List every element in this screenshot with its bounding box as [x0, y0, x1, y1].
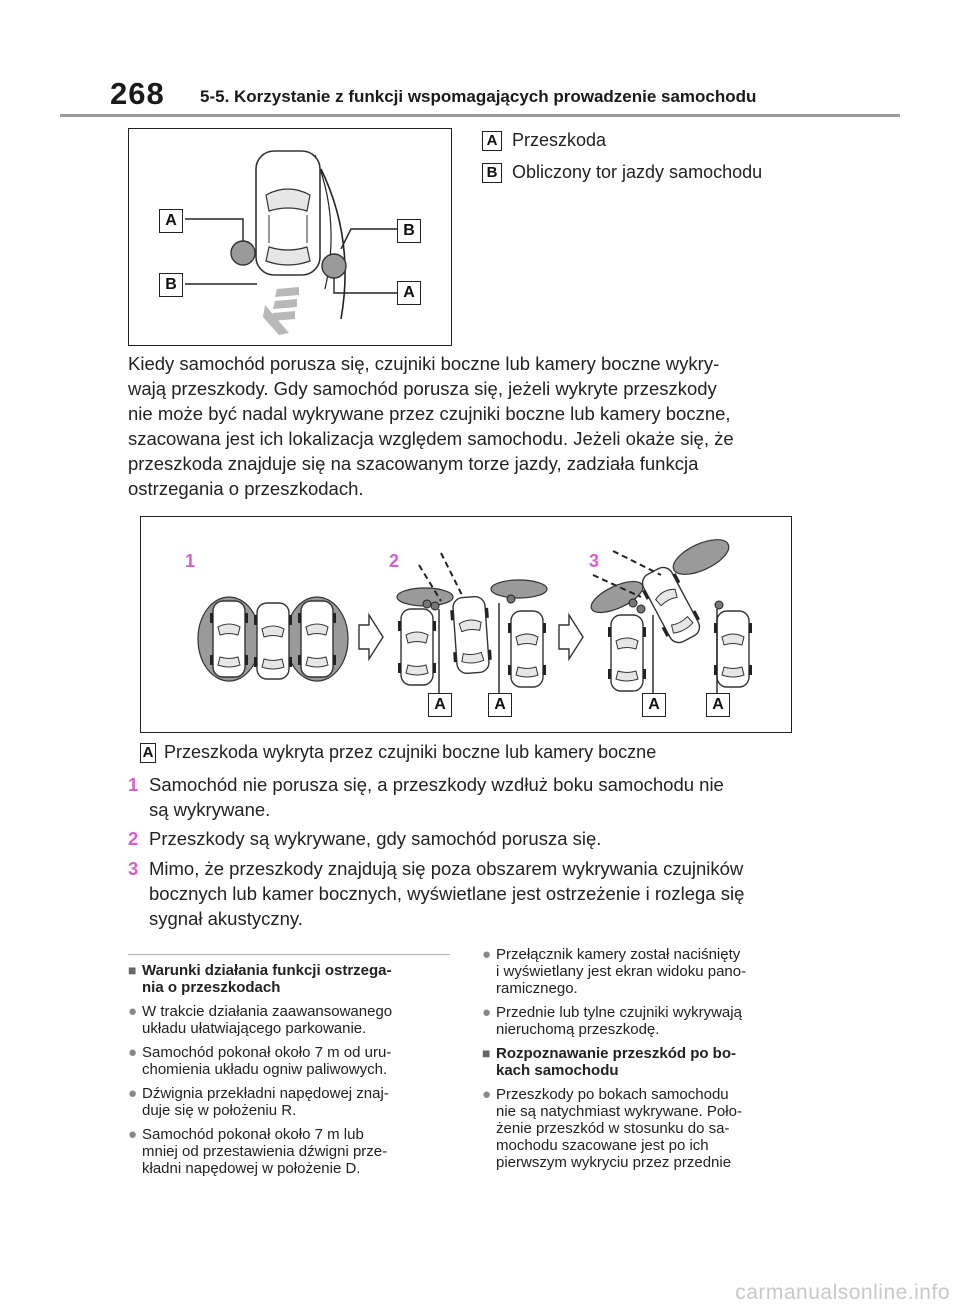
- section-title: 5-5. Korzystanie z funkcji wspomagających prowadzenie samochodu: [200, 87, 757, 106]
- step-text: Mimo, że przeszkody znajdują się poza obszarem wykrywania czujników bocznych lub kamer bocznych, wyświetlane jest ostrzeżenie i rozlega się sygnał akustyczny.: [149, 858, 745, 929]
- bullet-icon: ●: [128, 1044, 138, 1061]
- bullet-icon: ●: [128, 1085, 138, 1102]
- header-rule: [60, 114, 900, 117]
- bullet-icon: ●: [482, 1086, 492, 1103]
- list-item: ● Przednie lub tylne czujniki wykrywają nieruchomą przeszkodę.: [482, 1004, 742, 1038]
- square-bullet-icon: ■: [482, 1045, 491, 1061]
- scene-step-1: [198, 597, 348, 681]
- step-text: Przeszkody są wykrywane, gdy samochód porusza się.: [149, 828, 602, 849]
- legend-item-path: [482, 162, 762, 183]
- step-number: 2: [128, 828, 139, 849]
- list-item: ● Dźwignia przekładni napędowej znaj- duje się w położeniu R.: [128, 1085, 389, 1119]
- callout-label-a: A: [642, 693, 666, 717]
- legend-label-b: B: [482, 163, 502, 183]
- conditions-heading: ■ Warunki działania funkcji ostrzega- nia o przeszkodach: [128, 962, 392, 996]
- step-number: 1: [128, 774, 139, 795]
- bullet-icon: ●: [128, 1126, 138, 1143]
- legend-label-a: A: [482, 131, 502, 151]
- step-number: 3: [128, 858, 139, 879]
- step-text: Samochód nie porusza się, a przeszkody wzdłuż boku samochodu nie są wykrywane.: [149, 774, 724, 820]
- reverse-arrow-icon: [263, 287, 299, 335]
- column-divider: [128, 954, 450, 955]
- recognition-heading: ■ Rozpoznawanie przeszkód po bo- kach samochodu: [482, 1045, 737, 1079]
- page-number: 268: [110, 76, 165, 111]
- legend-text-a: Przeszkoda: [512, 130, 607, 150]
- step-item-1: [128, 772, 798, 822]
- callout-label-a: A: [159, 209, 183, 233]
- callout-label-b: B: [159, 273, 183, 297]
- callout-line-a-right: [334, 278, 397, 293]
- arrow-right-icon: [359, 615, 383, 659]
- caption-label-a: A: [140, 743, 156, 763]
- list-item: ● W trakcie działania zaawansowanego układu ułatwiającego parkowanie.: [128, 1003, 393, 1037]
- figure-caption: [140, 742, 656, 763]
- callout-line-a-left: [185, 219, 243, 241]
- step-label-3: 3: [589, 551, 600, 571]
- scene-step-2: [397, 553, 547, 693]
- list-item: ● Przełącznik kamery został naciśnięty i wyświetlany jest ekran widoku pano- ramicznego.: [482, 946, 747, 997]
- caption-text: Przeszkoda wykryta przez czujniki boczne lub kamery boczne: [164, 742, 657, 762]
- figure-detection-drawing: [141, 517, 791, 732]
- right-column: [482, 946, 802, 1178]
- obstacle-right-icon: [322, 254, 346, 278]
- list-item: ● Przeszkody po bokach samochodu nie są natychmiast wykrywane. Poło- żenie przeszkód w stosunku do sa- mochodu szacowane jest po ich pierwszym wykryciu przez przednie: [482, 1086, 742, 1171]
- figure-obstacle-path: [128, 128, 452, 346]
- step-item-3: [128, 856, 798, 931]
- left-column: [128, 962, 453, 1184]
- bullet-icon: ●: [482, 1004, 492, 1021]
- body-paragraph: Kiedy samochód porusza się, czujniki boczne lub kamery boczne wykry- wają przeszkody. Gdy samochód porusza się, jeżeli wykryte przeszkody nie może być nadal wykrywane przez czujniki boczne lub kamery boczne, szacowana jest ich lokalizacja względem samochodu. Jeżeli okaże się, że przeszkoda znajduje się na szacowanym torze jazdy, zadziała funkcja ostrzegania o przeszkodach.: [128, 353, 734, 499]
- square-bullet-icon: ■: [128, 962, 137, 978]
- scene-step-3: [587, 533, 752, 693]
- callout-label-a: A: [488, 693, 512, 717]
- obstacle-left-icon: [231, 241, 255, 265]
- callout-label-a: A: [706, 693, 730, 717]
- callout-label-b: B: [397, 219, 421, 243]
- list-item: ● Samochód pokonał około 7 m od uru- chomienia układu ogniw paliwowych.: [128, 1044, 392, 1078]
- legend-item-obstacle: [482, 130, 606, 151]
- path-line-right: [321, 169, 345, 319]
- figure-detection-sequence: [140, 516, 792, 733]
- legend-text-b: Obliczony tor jazdy samochodu: [512, 162, 763, 182]
- watermark: carmanualsonline.info: [735, 1281, 950, 1304]
- car-icon: [256, 151, 320, 275]
- step-label-2: 2: [389, 551, 400, 571]
- step-label-1: 1: [185, 551, 196, 571]
- step-item-2: [128, 826, 798, 851]
- bullet-icon: ●: [128, 1003, 138, 1020]
- list-item: ● Samochód pokonał około 7 m lub mniej od przestawienia dźwigni prze- kładni napędowej w położenie D.: [128, 1126, 388, 1177]
- arrow-right-icon: [559, 615, 583, 659]
- callout-line-b-right: [341, 229, 397, 249]
- callout-label-a: A: [428, 693, 452, 717]
- bullet-icon: ●: [482, 946, 492, 963]
- callout-label-a: A: [397, 281, 421, 305]
